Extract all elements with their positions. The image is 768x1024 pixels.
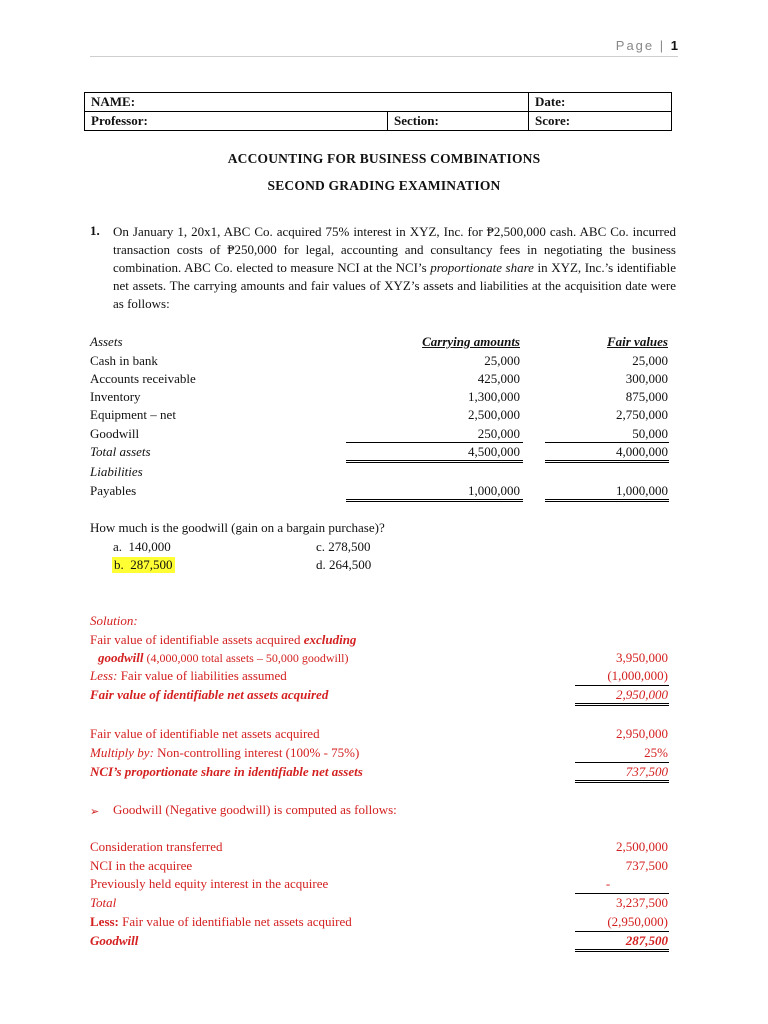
total-assets-row: Total assets 4,500,000 4,000,000 (90, 444, 668, 459)
table-row: Equipment – net 2,500,000 2,750,000 (90, 407, 668, 422)
balance-table-header (90, 333, 676, 351)
solution-line: Less: Fair value of liabilities assumed (1,000,000) (90, 668, 668, 683)
goodwill-intro: Goodwill (Negative goodwill) is computed as follows: (113, 802, 397, 817)
date-cell: Date: (529, 93, 672, 112)
solution-line: Less: Fair value of identifiable net assets acquired (2,950,000) (90, 914, 668, 929)
arrow-bullet-icon: ➢ (90, 806, 100, 818)
solution-line: Total 3,237,500 (90, 895, 668, 910)
mcq-prompt: How much is the goodwill (gain on a bargain purchase)? (90, 520, 385, 535)
section-cell: Section: (388, 112, 529, 131)
option-a: a. 140,000 (113, 539, 171, 554)
option-c: c. 278,500 (316, 539, 371, 554)
solution-heading: Solution: (90, 613, 138, 628)
fair-values-header: Fair values (606, 334, 668, 349)
option-d: d. 264,500 (316, 557, 372, 572)
page-number-header: Page | 1 (615, 38, 678, 53)
question-text: On January 1, 20x1, ABC Co. acquired 75% interest in XYZ, Inc. for ₱2,500,000 cash. ABC Co. incurred transaction costs of ₱250,000 for legal, accounting and consultancy fees in negotiating the business combination. ABC Co. elected to measure NCI at the NCI’s proportionate share in XYZ, Inc.’s identifiable net assets. The carrying amounts and fair values of XYZ’s assets and liabilities at the acquisition date were as follows: (113, 224, 676, 311)
student-info-table (84, 92, 672, 131)
document-title: ACCOUNTING FOR BUSINESS COMBINATIONS (227, 151, 541, 166)
question-number: 1. (90, 223, 100, 238)
page-label: Page (615, 38, 655, 53)
table-row: Cash in bank 25,000 25,000 (90, 353, 668, 368)
table-row: Accounts receivable 425,000 300,000 (90, 371, 668, 386)
solution-line: Fair value of identifiable net assets acquired 2,950,000 (90, 726, 668, 741)
table-row: Goodwill 250,000 50,000 (90, 426, 668, 441)
payables-double-rule (346, 499, 523, 502)
solution-result-line: Fair value of identifiable net assets acquired 2,950,000 (90, 687, 668, 702)
liabilities-heading-row: Liabilities (90, 464, 143, 479)
solution-line: Fair value of identifiable assets acquired excluding (90, 632, 357, 647)
document-subtitle: SECOND GRADING EXAMINATION (267, 178, 501, 193)
solution-line: Previously held equity interest in the acquiree - (90, 876, 611, 891)
result-double-rule (575, 703, 669, 706)
payables-row: Payables 1,000,000 1,000,000 (90, 483, 668, 498)
option-b-highlighted: b. 287,500 (114, 557, 173, 572)
assets-heading: Assets (90, 334, 123, 349)
header-divider (90, 56, 678, 57)
result-double-rule (575, 780, 669, 783)
solution-line: NCI in the acquiree 737,500 (90, 858, 668, 873)
solution-heading-row (90, 612, 676, 630)
solution-result-line: NCI’s proportionate share in identifiable net assets 737,500 (90, 764, 668, 779)
score-cell: Score: (529, 112, 672, 131)
name-cell: NAME: (85, 93, 529, 112)
solution-line: goodwill (4,000,000 total assets – 50,000 goodwill) 3,950,000 (98, 650, 668, 665)
result-double-rule (575, 949, 669, 952)
table-row: Inventory 1,300,000 875,000 (90, 389, 668, 404)
page-number: 1 (670, 38, 678, 53)
solution-line: Consideration transferred 2,500,000 (90, 839, 668, 854)
solution-line: Multiply by: Non-controlling interest (100% - 75%) 25% (90, 745, 668, 760)
professor-cell: Professor: (85, 112, 388, 131)
payables-double-rule (545, 499, 669, 502)
carrying-amounts-header: Carrying amounts (422, 334, 520, 349)
goodwill-result-line: Goodwill 287,500 (90, 933, 668, 948)
